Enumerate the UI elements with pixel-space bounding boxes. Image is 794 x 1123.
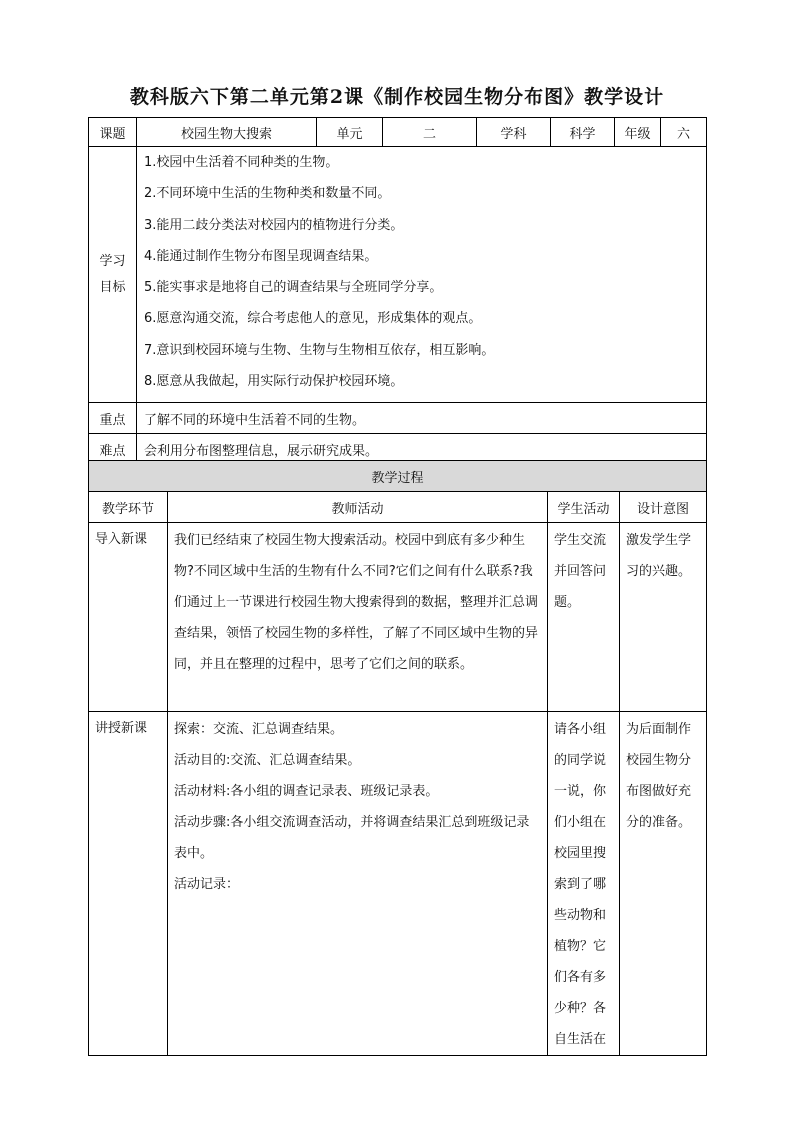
objective-item: 1.校园中生活着不同种类的生物。 <box>144 155 339 170</box>
objective-item: 7.意识到校园环境与生物、生物与生物相互依存，相互影响。 <box>144 342 495 358</box>
objective-item: 2.不同环境中生活的生物种类和数量不同。 <box>144 186 391 202</box>
objective-item: 4.能通过制作生物分布图呈现调查结果。 <box>144 248 378 264</box>
col-teacher-header: 教师活动 <box>168 492 548 523</box>
table-row <box>89 523 707 712</box>
teacher-activity-line: 探索：交流、汇总调查结果。 <box>174 722 344 737</box>
topic-label: 课题 <box>89 118 137 147</box>
objective-item: 3.能用二歧分类法对校园内的植物进行分类。 <box>144 217 404 233</box>
unit-label: 单元 <box>317 118 383 147</box>
teacher-activity-cell <box>168 712 548 1056</box>
stage-cell: 讲授新课 <box>89 712 168 1056</box>
key-point-label: 重点 <box>89 403 137 434</box>
document-title: 教科版六下第二单元第2课《制作校园生物分布图》教学设计 <box>129 86 665 108</box>
objectives-list <box>137 147 707 403</box>
key-point-text: 了解不同的环境中生活着不同的生物。 <box>137 403 707 434</box>
difficult-point-label: 难点 <box>89 434 137 465</box>
teacher-activity-line: 活动记录： <box>174 877 240 892</box>
teacher-activity-line: 活动目的:交流、汇总调查结果。 <box>174 753 361 768</box>
student-activity-cell: 请各小组的同学说一说，你们小组在校园里搜索到了哪些动物和植物？它们各有多少种？各自生活在 <box>548 712 620 1056</box>
stage-cell: 导入新课 <box>89 523 168 712</box>
design-intent-cell: 为后面制作校园生物分布图做好充分的准备。 <box>620 712 707 1056</box>
student-activity-cell: 学生交流并回答问题。 <box>548 523 620 712</box>
objective-item: 6.愿意沟通交流，综合考虑他人的意见，形成集体的观点。 <box>144 311 482 327</box>
topic-value: 校园生物大搜索 <box>137 118 317 147</box>
objective-item: 5.能实事求是地将自己的调查结果与全班同学分享。 <box>144 280 443 296</box>
subject-value: 科学 <box>551 118 615 147</box>
grade-value: 六 <box>661 118 707 147</box>
teaching-process-table <box>88 460 707 1056</box>
col-stage-header: 教学环节 <box>89 492 168 523</box>
teacher-activity-cell: 我们已经结束了校园生物大搜索活动。校园中到底有多少种生物?不同区域中生活的生物有什么不同?它们之间有什么联系?我们通过上一节课进行校园生物大搜索得到的数据，整理并汇总调查结果，领悟了校园生物的多样性，了解了不同区域中生物的异同，并且在整理的过程中，思考了它们之间的联系。 <box>168 523 548 712</box>
grade-label: 年级 <box>615 118 661 147</box>
teacher-activity-line: 活动步骤:各小组交流调查活动，并将调查结果汇总到班级记录表中。 <box>174 815 530 861</box>
col-student-header: 学生活动 <box>548 492 620 523</box>
unit-value: 二 <box>383 118 477 147</box>
subject-label: 学科 <box>477 118 551 147</box>
difficult-point-text: 会利用分布图整理信息，展示研究成果。 <box>137 434 707 465</box>
objective-item: 8.愿意从我做起，用实际行动保护校园环境。 <box>144 374 404 390</box>
objectives-label: 学习目标 <box>89 147 137 403</box>
table-row <box>89 712 707 1056</box>
process-heading: 教学过程 <box>89 461 707 492</box>
design-intent-cell: 激发学生学习的兴趣。 <box>620 523 707 712</box>
lesson-info-table <box>88 117 707 465</box>
teacher-activity-line: 活动材料:各小组的调查记录表、班级记录表。 <box>174 784 439 799</box>
col-intent-header: 设计意图 <box>620 492 707 523</box>
